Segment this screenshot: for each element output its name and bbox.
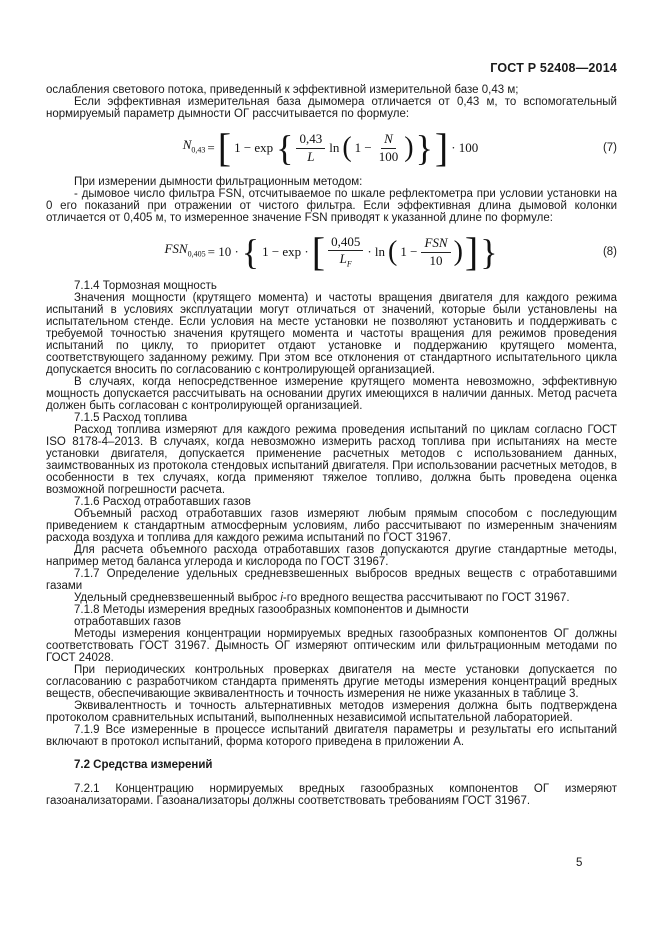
paragraph: Если эффективная измерительная база дымомера отличается от 0,43 м, то вспомогательный нормируемый параметр дымности ОГ рассчитывается по формуле: <box>46 96 617 120</box>
paragraph: Эквивалентность и точность альтернативных методов измерения должна быть подтверждена протоколом сравнительных испытаний, выполненных независимой испытательной лабораторией. <box>46 700 617 724</box>
equals-sign: = 10 · <box>207 244 239 259</box>
right-brace: } <box>480 232 498 272</box>
paragraph-continuation: ослабления светового потока, приведенный к эффективной измерительной базе 0,43 м; <box>46 84 519 96</box>
paragraph: Методы измерения концентрации нормируемых вредных газообразных компонентов ОГ должны соответствовать ГОСТ 31967. Дымность ОГ измеряют оптическим или фильтрационным методами по ГОСТ 24028. <box>46 628 617 664</box>
formula-7 <box>46 125 617 171</box>
fraction: $\frac{0,405}{L_F}$ <box>328 235 363 270</box>
formula-term: 1 − <box>354 140 372 155</box>
left-paren: ( <box>342 132 352 163</box>
left-bracket: [ <box>311 229 326 274</box>
formula-7-expression <box>182 125 481 170</box>
paragraph: В случаях, когда непосредственное измерение крутящего момента невозможно, эффективную мощность допускается рассчитывать на основании других имеющихся в наличии данных. Метод расчета должен быть согласован с контролирующей организацией. <box>46 376 617 412</box>
formula-8 <box>46 229 617 275</box>
right-bracket: ] <box>434 125 449 170</box>
paragraph: Расход топлива измеряют для каждого режима проведения испытаний по циклам согласно ГОСТ ISO 8178-4–2013. В случаях, когда невозможно измерить расход топлива при испытаниях на месте установки двигателя, допускается применение расчетных методов с использованием данных, заимствованных из протокола стендовых испытаний двигателя. При использовании расчетных методов, в особенности в тех случаях, когда применяют тяжелое топливо, должна быть проведена оценка возможной погрешности расчета. <box>46 424 617 496</box>
paragraph: 7.1.9 Все измеренные в процессе испытаний двигателя параметры и результаты его испытаний включают в протокол испытаний, форма которого приведена в приложении А. <box>46 724 617 748</box>
formula-7-variable: $N_{0,43}$ <box>182 137 206 155</box>
fraction: $\frac{0,43}{L}$ <box>296 132 325 164</box>
italic-variable-i: i <box>280 592 283 604</box>
heading-7-1-4: 7.1.4 Тормозная мощность <box>74 280 217 292</box>
paragraph: Объемный расход отработавших газов измеряют любым прямым способом с последующим приведением к стандартным атмосферным условиям, либо рассчитывают по измеренным значениям расхода воздуха и топлива для каждого режима испытаний по ГОСТ 31967. <box>46 508 617 544</box>
formula-8-number: (8) <box>602 246 617 258</box>
paragraph: При периодических контрольных проверках двигателя на месте установки допускается по согласованию с разработчиком стандарта применять другие методы измерения концентраций вредных веществ, обеспечивающие эквивалентность и точность измерения не ниже указанных в таблице 3. <box>46 664 617 700</box>
page-number: 5 <box>576 857 583 869</box>
right-paren: ) <box>453 236 463 267</box>
fraction: $\frac{N}{100}$ <box>378 131 399 164</box>
heading-7-1-8-line1: 7.1.8 Методы измерения вредных газообразных компонентов и дымности <box>74 604 469 616</box>
formula-term: · 100 <box>451 140 479 155</box>
fraction-denominator: $L_F$ <box>339 250 352 269</box>
heading-7-2: 7.2 Средства измерений <box>74 759 213 771</box>
formula-term: 1 − exp · <box>262 244 309 259</box>
document-header: ГОСТ Р 52408—2014 <box>490 61 617 75</box>
text-run: -го вредного вещества рассчитывают по ГОСТ 31967. <box>282 592 570 604</box>
ln-function: · ln <box>367 244 386 259</box>
paragraph: - дымовое число фильтра FSN, отсчитываемое по шкале рефлектометра при условии установки на 0 его показаний при отражении от чистого фильтра. Если эффективная длина дымовой колонки отличается от 0,405 м, то измеренное значение FSN приводят к указанной длине по формуле: <box>46 188 617 224</box>
left-brace: { <box>276 128 294 168</box>
heading-7-1-5: 7.1.5 Расход топлива <box>74 412 188 424</box>
formula-term: 1 − exp <box>234 140 274 155</box>
left-paren: ( <box>388 236 398 267</box>
text-run: Удельный средневзвешенный выброс <box>74 592 281 604</box>
heading-7-1-6: 7.1.6 Расход отработавших газов <box>74 496 251 508</box>
paragraph: При измерении дымности фильтрационным методом: <box>74 176 363 188</box>
paragraph: Для расчета объемного расхода отработавших газов допускаются другие стандартные методы, например метод баланса углерода и кислорода по ГОСТ 31967. <box>46 544 617 568</box>
paragraph: Значения мощности (крутящего момента) и частоты вращения двигателя для каждого режима испытаний в условиях эксплуатации могут отличаться от значений, которые были установлены на испытательном стенде. Если условия на месте установки не позволяют установить и поддерживать с требуемой точностью значения крутящего момента и частоты вращения для режимов проведения испытаний по циклу, то приоритет отдают установке и поддержанию крутящего момента, соответствующего заданному режиму. При этом все отклонения от стандартного испытательного цикла допускается вносить по согласованию с контролирующей организацией. <box>46 292 617 376</box>
formula-term: 1 − <box>400 244 418 259</box>
heading-7-1-8-line2: отработавших газов <box>74 616 182 628</box>
left-bracket: [ <box>217 125 232 170</box>
right-paren: ) <box>404 132 414 163</box>
right-bracket: ] <box>464 229 479 274</box>
right-brace: } <box>415 128 433 168</box>
equals-sign: = <box>207 140 215 155</box>
formula-8-variable: $FSN_{0,405}$ <box>164 241 206 259</box>
paragraph: 7.2.1 Концентрацию нормируемых вредных газообразных компонентов ОГ измеряют газоанализаторами. Газоанализаторы должны соответствовать требованиям ГОСТ 31967. <box>46 783 617 807</box>
formula-7-number: (7) <box>602 142 617 154</box>
formula-8-expression <box>164 229 498 274</box>
document-body <box>46 84 617 807</box>
paragraph <box>46 592 617 604</box>
fraction: $\frac{\text{FSN}}{10}$ <box>421 236 450 268</box>
ln-function: ln <box>329 140 340 155</box>
heading-7-1-7: 7.1.7 Определение удельных средневзвешенных выбросов вредных веществ с отработавшими газами <box>46 568 617 592</box>
left-brace: { <box>241 232 260 272</box>
